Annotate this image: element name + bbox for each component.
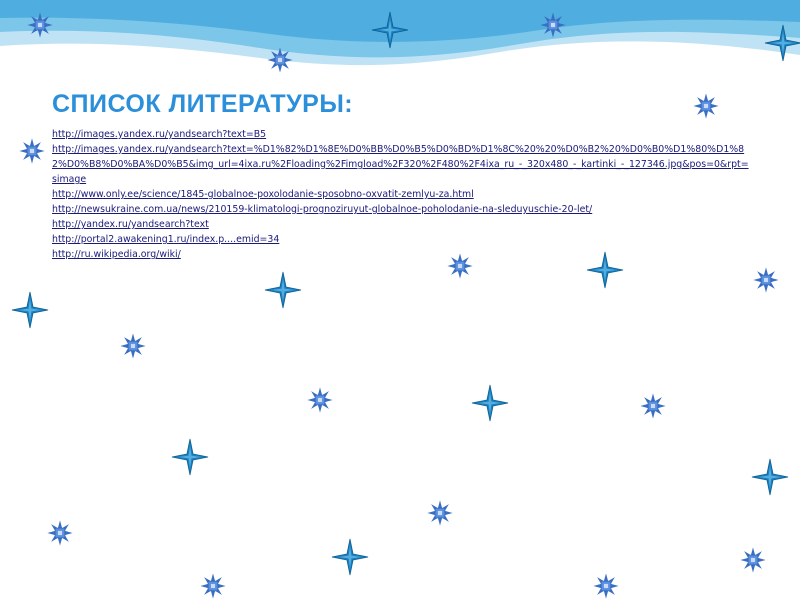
reference-item bbox=[52, 142, 752, 187]
reference-list bbox=[52, 127, 752, 262]
four-point-star-icon bbox=[371, 11, 409, 49]
snowflake-icon bbox=[18, 137, 46, 165]
snowflake-icon bbox=[752, 266, 780, 294]
snowflake-icon bbox=[539, 11, 567, 39]
snowflake-icon bbox=[119, 332, 147, 360]
reference-link[interactable]: http://newsukraine.com.ua/news/210159-klimatologi-prognoziruyut-globalnoe-poholodanie-na-sleduyuschie-20-let/ bbox=[52, 204, 593, 215]
snowflake-icon bbox=[639, 392, 667, 420]
four-point-star-icon bbox=[331, 538, 369, 576]
four-point-star-icon bbox=[11, 291, 49, 329]
snowflake-icon bbox=[739, 546, 767, 574]
reference-item bbox=[52, 202, 752, 217]
snowflake-icon bbox=[199, 572, 227, 600]
four-point-star-icon bbox=[471, 384, 509, 422]
snowflake-icon bbox=[26, 11, 54, 39]
snowflake-icon bbox=[266, 46, 294, 74]
reference-item bbox=[52, 187, 752, 202]
reference-link[interactable]: http://portal2.awakening1.ru/index.p....emid=34 bbox=[52, 234, 280, 245]
snowflake-icon bbox=[306, 386, 334, 414]
snowflake-icon bbox=[46, 519, 74, 547]
reference-link[interactable]: http://images.yandex.ru/yandsearch?text=B5 bbox=[52, 129, 267, 140]
reference-item bbox=[52, 247, 752, 262]
reference-item bbox=[52, 232, 752, 247]
four-point-star-icon bbox=[751, 458, 789, 496]
slide-title: СПИСОК ЛИТЕРАТУРЫ: bbox=[52, 90, 354, 118]
reference-link[interactable]: http://ru.wikipedia.org/wiki/ bbox=[52, 249, 181, 260]
four-point-star-icon bbox=[764, 24, 800, 62]
snowflake-icon bbox=[692, 92, 720, 120]
reference-link[interactable]: http://images.yandex.ru/yandsearch?text=%D1%82%D1%8E%D0%BB%D0%B5%D0%BD%D1%8C%20%20%D0%B2%20%D0%B0%D1%80%D1%82%D0%B8%D0%BA%D0%B5&img_url=4ixa.ru%2Floading%2Fimgload%2F320%2F480%2F4ixa_ru_-_320x480_-_kartinki_-_127346.jpg&pos=0&rpt=simage bbox=[52, 144, 749, 185]
snowflake-icon bbox=[426, 499, 454, 527]
reference-link[interactable]: http://www.only.ee/science/1845-globalnoe-poxolodanie-sposobno-oxvatit-zemlyu-za.html bbox=[52, 189, 474, 200]
reference-item bbox=[52, 217, 752, 232]
snowflake-icon bbox=[446, 252, 474, 280]
reference-link[interactable]: http://yandex.ru/yandsearch?text bbox=[52, 219, 209, 230]
four-point-star-icon bbox=[264, 271, 302, 309]
snowflake-icon bbox=[592, 572, 620, 600]
four-point-star-icon bbox=[171, 438, 209, 476]
reference-item bbox=[52, 127, 752, 142]
four-point-star-icon bbox=[586, 251, 624, 289]
